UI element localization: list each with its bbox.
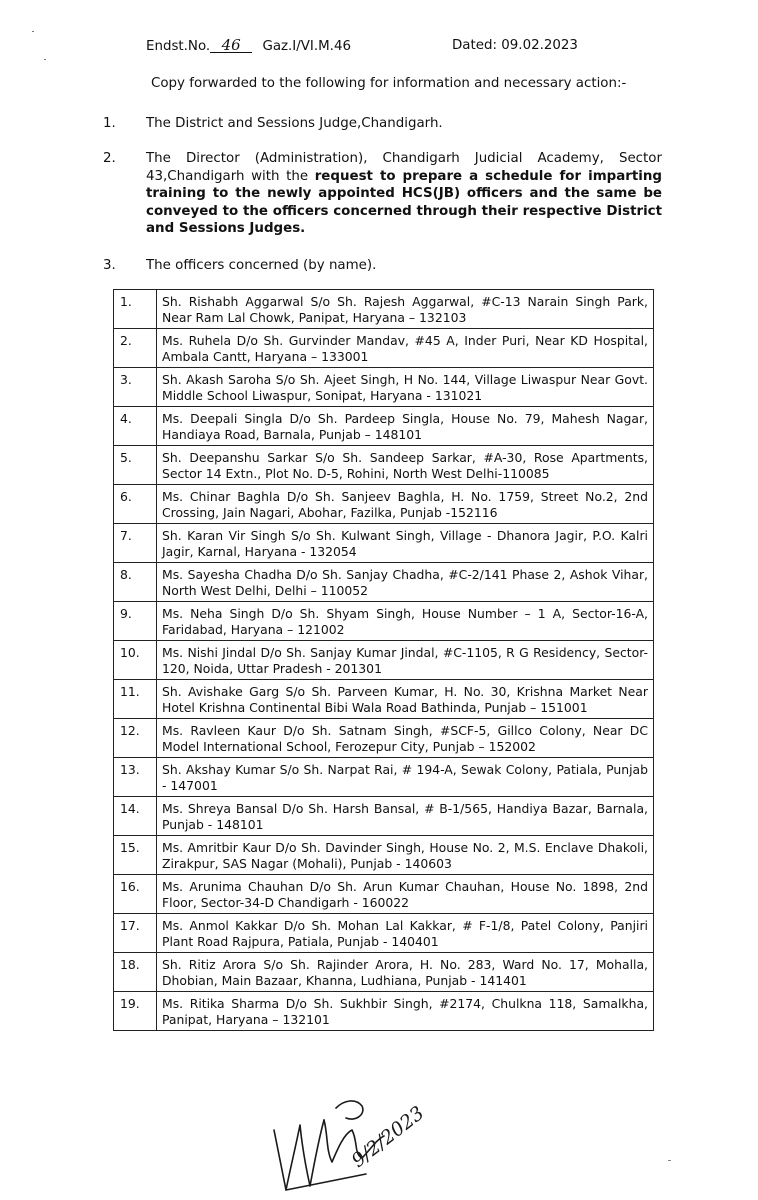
officer-serial-number: 17. [114, 914, 157, 953]
officer-name-address: Ms. Shreya Bansal D/o Sh. Harsh Bansal, # B-1/565, Handiya Bazar, Barnala, Punjab - 148101 [157, 797, 654, 836]
item-text: The District and Sessions Judge,Chandigarh. [146, 116, 443, 131]
table-row [114, 953, 654, 992]
officer-serial-number: 18. [114, 953, 157, 992]
table-row [114, 719, 654, 758]
item-number: 2. [103, 151, 116, 166]
officer-name-address: Sh. Deepanshu Sarkar S/o Sh. Sandeep Sarkar, #A-30, Rose Apartments, Sector 14 Extn., Plot No. D-5, Rohini, North West Delhi-110085 [157, 446, 654, 485]
officer-serial-number: 7. [114, 524, 157, 563]
officer-serial-number: 2. [114, 329, 157, 368]
table-row [114, 563, 654, 602]
officer-serial-number: 9. [114, 602, 157, 641]
officer-name-address: Ms. Deepali Singla D/o Sh. Pardeep Singla, House No. 79, Mahesh Nagar, Handiaya Road, Barnala, Punjab – 148101 [157, 407, 654, 446]
officer-serial-number: 5. [114, 446, 157, 485]
officer-name-address: Sh. Akshay Kumar S/o Sh. Narpat Rai, # 194-A, Sewak Colony, Patiala, Punjab - 147001 [157, 758, 654, 797]
handwritten-signature [266, 1090, 446, 1195]
table-row [114, 797, 654, 836]
officer-serial-number: 11. [114, 680, 157, 719]
table-row [114, 602, 654, 641]
officer-name-address: Ms. Ravleen Kaur D/o Sh. Satnam Singh, #SCF-5, Gillco Colony, Near DC Model International School, Ferozepur City, Punjab – 152002 [157, 719, 654, 758]
table-row [114, 290, 654, 329]
officers-table-body [114, 290, 654, 1031]
gazette-reference: Gaz.I/VI.M.46 [262, 39, 351, 54]
endst-number-handwritten: 46 [210, 38, 252, 53]
item-text-bold-request: request to prepare a schedule for imparting training to the newly appointed HCS(JB) officers and the same be conveyed to the officers concerned through their respective District and Sessions Judges. [146, 168, 662, 236]
table-row [114, 446, 654, 485]
officer-name-address: Sh. Avishake Garg S/o Sh. Parveen Kumar, H. No. 30, Krishna Market Near Hotel Krishna Continental Bibi Wala Road Bathinda, Punjab – 151001 [157, 680, 654, 719]
officer-name-address: Ms. Amritbir Kaur D/o Sh. Davinder Singh, House No. 2, M.S. Enclave Dhakoli, Zirakpur, SAS Nagar (Mohali), Punjab - 140603 [157, 836, 654, 875]
officer-serial-number: 10. [114, 641, 157, 680]
table-row [114, 914, 654, 953]
copy-forwarded-line: Copy forwarded to the following for information and necessary action:- [151, 76, 627, 91]
officer-name-address: Sh. Ritiz Arora S/o Sh. Rajinder Arora, H. No. 283, Ward No. 17, Mohalla, Dhobian, Main Bazaar, Khanna, Ludhiana, Punjab - 141401 [157, 953, 654, 992]
item-number: 3. [103, 258, 116, 273]
officers-table [113, 289, 654, 1031]
item-text [146, 150, 662, 238]
dated-line: Dated: 09.02.2023 [452, 38, 578, 53]
item-text-plain: The Director (Administration), Chandigarh Judicial Academy, Sector 43,Chandigarh with the [146, 151, 662, 184]
officer-serial-number: 16. [114, 875, 157, 914]
officer-name-address: Ms. Chinar Baghla D/o Sh. Sanjeev Baghla, H. No. 1759, Street No.2, 2nd Crossing, Jain Nagari, Abohar, Fazilka, Punjab -152116 [157, 485, 654, 524]
officer-serial-number: 15. [114, 836, 157, 875]
scan-speck [44, 59, 46, 60]
signature-date: 9/2/2023 [347, 1102, 429, 1172]
officer-name-address: Sh. Rishabh Aggarwal S/o Sh. Rajesh Aggarwal, #C-13 Narain Singh Park, Near Ram Lal Chowk, Panipat, Haryana – 132103 [157, 290, 654, 329]
table-row [114, 407, 654, 446]
officer-name-address: Ms. Arunima Chauhan D/o Sh. Arun Kumar Chauhan, House No. 1898, 2nd Floor, Sector-34-D Chandigarh - 160022 [157, 875, 654, 914]
officer-serial-number: 4. [114, 407, 157, 446]
officer-name-address: Ms. Sayesha Chadha D/o Sh. Sanjay Chadha, #C-2/141 Phase 2, Ashok Vihar, North West Delhi, Delhi – 110052 [157, 563, 654, 602]
officer-serial-number: 1. [114, 290, 157, 329]
scan-speck [668, 1160, 671, 1161]
officer-name-address: Ms. Nishi Jindal D/o Sh. Sanjay Kumar Jindal, #C-1105, R G Residency, Sector-120, Noida, Uttar Pradesh - 201301 [157, 641, 654, 680]
officer-name-address: Ms. Neha Singh D/o Sh. Shyam Singh, House Number – 1 A, Sector-16-A, Faridabad, Haryana – 121002 [157, 602, 654, 641]
table-row [114, 329, 654, 368]
officer-name-address: Ms. Ruhela D/o Sh. Gurvinder Mandav, #45 A, Inder Puri, Near KD Hospital, Ambala Cantt, Haryana – 133001 [157, 329, 654, 368]
officer-serial-number: 8. [114, 563, 157, 602]
item-text: The officers concerned (by name). [146, 258, 377, 273]
table-row [114, 524, 654, 563]
table-row [114, 368, 654, 407]
scan-speck [32, 31, 34, 32]
table-row [114, 758, 654, 797]
table-row [114, 836, 654, 875]
officer-serial-number: 12. [114, 719, 157, 758]
endorsement-header [146, 38, 718, 54]
officer-serial-number: 3. [114, 368, 157, 407]
table-row [114, 485, 654, 524]
officer-serial-number: 19. [114, 992, 157, 1031]
officer-name-address: Sh. Akash Saroha S/o Sh. Ajeet Singh, H No. 144, Village Liwaspur Near Govt. Middle School Liwaspur, Sonipat, Haryana - 131021 [157, 368, 654, 407]
endst-label: Endst.No. [146, 39, 211, 54]
item-number: 1. [103, 116, 116, 131]
table-row [114, 641, 654, 680]
officer-serial-number: 14. [114, 797, 157, 836]
officer-serial-number: 6. [114, 485, 157, 524]
officer-name-address: Sh. Karan Vir Singh S/o Sh. Kulwant Singh, Village - Dhanora Jagir, P.O. Kalri Jagir, Karnal, Haryana - 132054 [157, 524, 654, 563]
table-row [114, 992, 654, 1031]
officer-name-address: Ms. Anmol Kakkar D/o Sh. Mohan Lal Kakkar, # F-1/8, Patel Colony, Panjiri Plant Road Rajpura, Patiala, Punjab - 140401 [157, 914, 654, 953]
officer-serial-number: 13. [114, 758, 157, 797]
officer-name-address: Ms. Ritika Sharma D/o Sh. Sukhbir Singh, #2174, Chulkna 118, Samalkha, Panipat, Haryana – 132101 [157, 992, 654, 1031]
table-row [114, 680, 654, 719]
table-row [114, 875, 654, 914]
